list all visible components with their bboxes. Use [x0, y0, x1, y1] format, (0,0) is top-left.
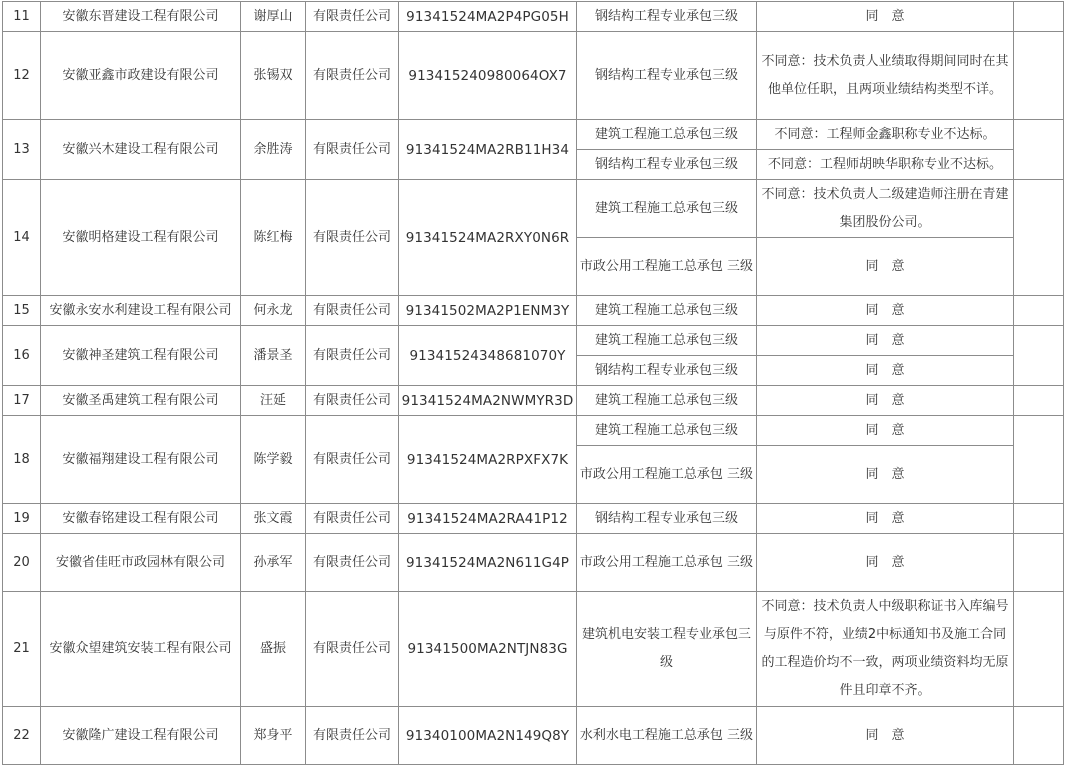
qualification: 市政公用工程施工总承包 三级 [577, 238, 757, 296]
qualification: 市政公用工程施工总承包 三级 [577, 446, 757, 504]
table-row [3, 707, 1064, 765]
row-number: 11 [3, 2, 41, 32]
company-type: 有限责任公司 [306, 592, 399, 707]
row-number: 22 [3, 707, 41, 765]
company-type: 有限责任公司 [306, 534, 399, 592]
company-name: 安徽亚鑫市政建设有限公司 [41, 32, 241, 120]
remarks-cell [1014, 592, 1064, 707]
qualification: 市政公用工程施工总承包 三级 [577, 534, 757, 592]
table-row [3, 592, 1064, 707]
remarks-cell [1014, 534, 1064, 592]
qualification: 建筑工程施工总承包三级 [577, 180, 757, 238]
review-opinion: 不同意：工程师金鑫职称专业不达标。 [757, 120, 1014, 150]
table-row [3, 120, 1064, 150]
table-row [3, 386, 1064, 416]
review-opinion: 同 意 [757, 504, 1014, 534]
qualification: 建筑工程施工总承包三级 [577, 326, 757, 356]
company-type: 有限责任公司 [306, 120, 399, 180]
credit-code: 91341502MA2P1ENM3Y [399, 296, 577, 326]
legal-representative: 汪延 [241, 386, 306, 416]
remarks-cell [1014, 326, 1064, 386]
qualification: 钢结构工程专业承包三级 [577, 32, 757, 120]
company-name: 安徽省佳旺市政园林有限公司 [41, 534, 241, 592]
credit-code: 91341524MA2RPXFX7K [399, 416, 577, 504]
table-row [3, 534, 1064, 592]
review-opinion: 同 意 [757, 707, 1014, 765]
company-type: 有限责任公司 [306, 326, 399, 386]
row-number: 14 [3, 180, 41, 296]
review-opinion: 同 意 [757, 356, 1014, 386]
qualification: 钢结构工程专业承包三级 [577, 150, 757, 180]
row-number: 17 [3, 386, 41, 416]
review-opinion: 不同意：技术负责人二级建造师注册在青建集团股份公司。 [757, 180, 1014, 238]
legal-representative: 陈学毅 [241, 416, 306, 504]
row-number: 20 [3, 534, 41, 592]
review-opinion: 不同意：技术负责人中级职称证书入库编号与原件不符，业绩2中标通知书及施工合同的工程造价均不一致，两项业绩资料均无原件且印章不齐。 [757, 592, 1014, 707]
table-row [3, 180, 1064, 238]
legal-representative: 余胜涛 [241, 120, 306, 180]
credit-code: 91341524MA2P4PG05H [399, 2, 577, 32]
qualification: 钢结构工程专业承包三级 [577, 504, 757, 534]
qualification: 建筑工程施工总承包三级 [577, 416, 757, 446]
row-number: 15 [3, 296, 41, 326]
row-number: 16 [3, 326, 41, 386]
table-row [3, 416, 1064, 446]
remarks-cell [1014, 2, 1064, 32]
qualification: 钢结构工程专业承包三级 [577, 356, 757, 386]
company-name: 安徽明格建设工程有限公司 [41, 180, 241, 296]
legal-representative: 陈红梅 [241, 180, 306, 296]
legal-representative: 孙承军 [241, 534, 306, 592]
company-name: 安徽东晋建设工程有限公司 [41, 2, 241, 32]
credit-code: 91340100MA2N149Q8Y [399, 707, 577, 765]
company-type: 有限责任公司 [306, 386, 399, 416]
remarks-cell [1014, 32, 1064, 120]
company-type: 有限责任公司 [306, 504, 399, 534]
qualification: 建筑工程施工总承包三级 [577, 386, 757, 416]
row-number: 18 [3, 416, 41, 504]
company-name: 安徽圣禹建筑工程有限公司 [41, 386, 241, 416]
review-opinion: 不同意：技术负责人业绩取得期间同时在其他单位任职，且两项业绩结构类型不详。 [757, 32, 1014, 120]
review-opinion: 同 意 [757, 416, 1014, 446]
table-row [3, 296, 1064, 326]
qualification: 建筑工程施工总承包三级 [577, 120, 757, 150]
company-name: 安徽兴木建设工程有限公司 [41, 120, 241, 180]
remarks-cell [1014, 180, 1064, 296]
table-row [3, 326, 1064, 356]
legal-representative: 张文霞 [241, 504, 306, 534]
legal-representative: 张锡双 [241, 32, 306, 120]
review-opinion: 同 意 [757, 238, 1014, 296]
company-type: 有限责任公司 [306, 2, 399, 32]
company-name: 安徽隆广建设工程有限公司 [41, 707, 241, 765]
company-type: 有限责任公司 [306, 707, 399, 765]
review-opinion: 不同意：工程师胡映华职称专业不达标。 [757, 150, 1014, 180]
credit-code: 913415240980064OX7 [399, 32, 577, 120]
review-opinion: 同 意 [757, 446, 1014, 504]
table-row [3, 504, 1064, 534]
remarks-cell [1014, 504, 1064, 534]
table-row [3, 2, 1064, 32]
company-name: 安徽众望建筑安装工程有限公司 [41, 592, 241, 707]
credit-code: 91341524MA2RA41P12 [399, 504, 577, 534]
row-number: 12 [3, 32, 41, 120]
qualification: 建筑工程施工总承包三级 [577, 296, 757, 326]
credit-code: 91341524MA2RB11H34 [399, 120, 577, 180]
remarks-cell [1014, 707, 1064, 765]
company-name: 安徽永安水利建设工程有限公司 [41, 296, 241, 326]
credit-code: 91341524MA2RXY0N6R [399, 180, 577, 296]
legal-representative: 谢厚山 [241, 2, 306, 32]
company-type: 有限责任公司 [306, 296, 399, 326]
review-opinion: 同 意 [757, 534, 1014, 592]
company-name: 安徽福翔建设工程有限公司 [41, 416, 241, 504]
credit-code: 91341524MA2N611G4P [399, 534, 577, 592]
remarks-cell [1014, 386, 1064, 416]
legal-representative: 郑身平 [241, 707, 306, 765]
review-opinion: 同 意 [757, 296, 1014, 326]
remarks-cell [1014, 296, 1064, 326]
company-name: 安徽神圣建筑工程有限公司 [41, 326, 241, 386]
company-type: 有限责任公司 [306, 416, 399, 504]
row-number: 19 [3, 504, 41, 534]
table-row [3, 32, 1064, 120]
legal-representative: 潘景圣 [241, 326, 306, 386]
legal-representative: 盛振 [241, 592, 306, 707]
row-number: 21 [3, 592, 41, 707]
review-opinion: 同 意 [757, 386, 1014, 416]
company-type: 有限责任公司 [306, 180, 399, 296]
credit-code: 91341500MA2NTJN83G [399, 592, 577, 707]
review-opinion: 同 意 [757, 2, 1014, 32]
qualification: 建筑机电安装工程专业承包三级 [577, 592, 757, 707]
company-type: 有限责任公司 [306, 32, 399, 120]
remarks-cell [1014, 416, 1064, 504]
qualification: 钢结构工程专业承包三级 [577, 2, 757, 32]
credit-code: 91341524MA2NWMYR3D [399, 386, 577, 416]
legal-representative: 何永龙 [241, 296, 306, 326]
review-opinion: 同 意 [757, 326, 1014, 356]
qualification: 水利水电工程施工总承包 三级 [577, 707, 757, 765]
company-name: 安徽春铭建设工程有限公司 [41, 504, 241, 534]
credit-code: 91341524348681070Y [399, 326, 577, 386]
remarks-cell [1014, 120, 1064, 180]
row-number: 13 [3, 120, 41, 180]
approval-table [2, 1, 1064, 765]
